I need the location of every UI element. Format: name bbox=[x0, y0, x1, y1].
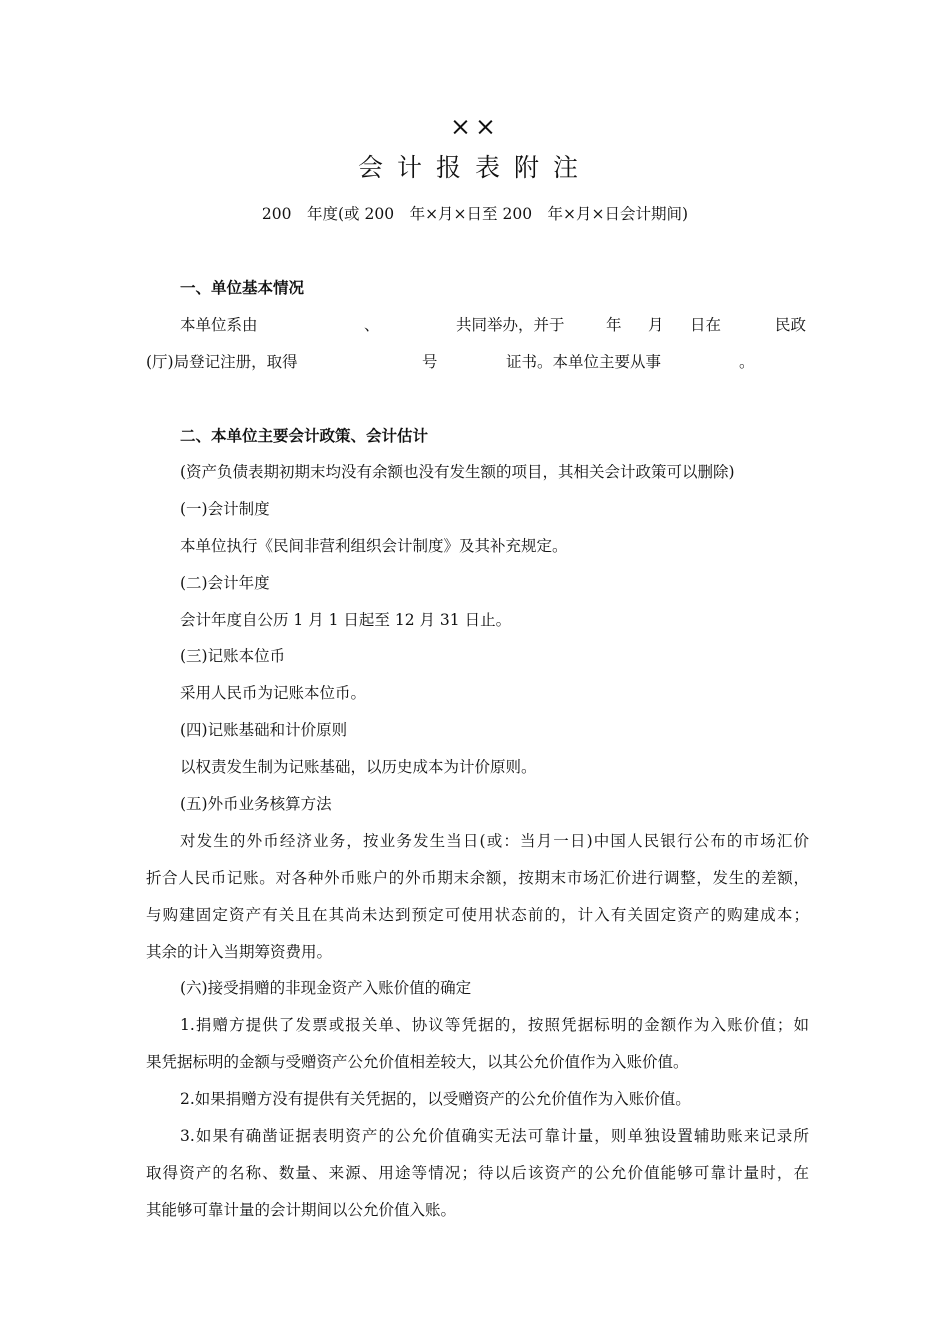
subsection-title: (三)记账本位币 bbox=[180, 647, 286, 665]
paragraph-line: 取得资产的名称、数量、来源、用途等情况；待以后该资产的公允价值能够可靠计量时，在 bbox=[146, 1164, 809, 1182]
section-heading-2: 二、本单位主要会计政策、会计估计 bbox=[180, 426, 429, 445]
subsection-text: 以权责发生制为记账基础，以历史成本为计价原则。 bbox=[180, 758, 537, 776]
report-period: 200 年度(或 200 年×月×日至 200 年×月×日会计期间) bbox=[261, 205, 689, 223]
text-segment: 证书。本单位主要从事 bbox=[506, 353, 662, 371]
subsection-title: (四)记账基础和计价原则 bbox=[180, 721, 348, 739]
text-segment: 年 bbox=[606, 316, 622, 334]
subsection-text: 本单位执行《民间非营利组织会计制度》及其补充规定。 bbox=[180, 537, 568, 555]
subsection-title: (一)会计制度 bbox=[180, 500, 270, 518]
section-note: (资产负债表期初期末均没有余额也没有发生额的项目，其相关会计政策可以删除) bbox=[180, 463, 735, 481]
paragraph-line: 其余的计入当期筹资费用。 bbox=[146, 943, 333, 961]
paragraph-line: 2.如果捐赠方没有提供有关凭据的，以受赠资产的公允价值作为入账价值。 bbox=[180, 1090, 691, 1108]
text-segment: 日在 bbox=[690, 316, 722, 334]
text-segment: 本单位系由 bbox=[180, 316, 258, 334]
page-title: 会计报表附注 bbox=[357, 153, 592, 182]
paragraph-line: 1.捐赠方提供了发票或报关单、协议等凭据的，按照凭据标明的金额作为入账价值；如 bbox=[180, 1016, 809, 1034]
paragraph-line: 对发生的外币经济业务，按业务发生当日(或：当月一日)中国人民银行公布的市场汇价 bbox=[180, 832, 809, 850]
text-segment: 民政 bbox=[775, 316, 807, 334]
text-segment: 。 bbox=[739, 353, 755, 371]
text-segment: 月 bbox=[648, 316, 664, 334]
subsection-text: 会计年度自公历 1 月 1 日起至 12 月 31 日止。 bbox=[180, 611, 512, 629]
text-segment: 共同举办，并于 bbox=[456, 316, 565, 334]
entity-name: ×× bbox=[450, 112, 500, 141]
subsection-title: (六)接受捐赠的非现金资产入账价值的确定 bbox=[180, 979, 472, 997]
paragraph-line: 其能够可靠计量的会计期间以公允价值入账。 bbox=[146, 1201, 457, 1219]
text-segment: 、 bbox=[364, 316, 380, 334]
paragraph-line: 折合人民币记账。对各种外币账户的外币期末余额，按期末市场汇价进行调整，发生的差额， bbox=[146, 869, 809, 887]
subsection-text: 采用人民币为记账本位币。 bbox=[180, 684, 367, 702]
subsection-title: (五)外币业务核算方法 bbox=[180, 795, 332, 813]
section-heading-1: 一、单位基本情况 bbox=[180, 278, 305, 297]
paragraph-line: 与购建固定资产有关且在其尚未达到预定可使用状态前的，计入有关固定资产的购建成本； bbox=[146, 906, 809, 924]
text-segment: (厅)局登记注册，取得 bbox=[146, 353, 298, 371]
paragraph-line: 3.如果有确凿证据表明资产的公允价值确实无法可靠计量，则单独设置辅助账来记录所 bbox=[180, 1127, 809, 1145]
paragraph-line: 果凭据标明的金额与受赠资产公允价值相差较大，以其公允价值作为入账价值。 bbox=[146, 1053, 689, 1071]
subsection-title: (二)会计年度 bbox=[180, 574, 270, 592]
text-segment: 号 bbox=[422, 353, 438, 371]
